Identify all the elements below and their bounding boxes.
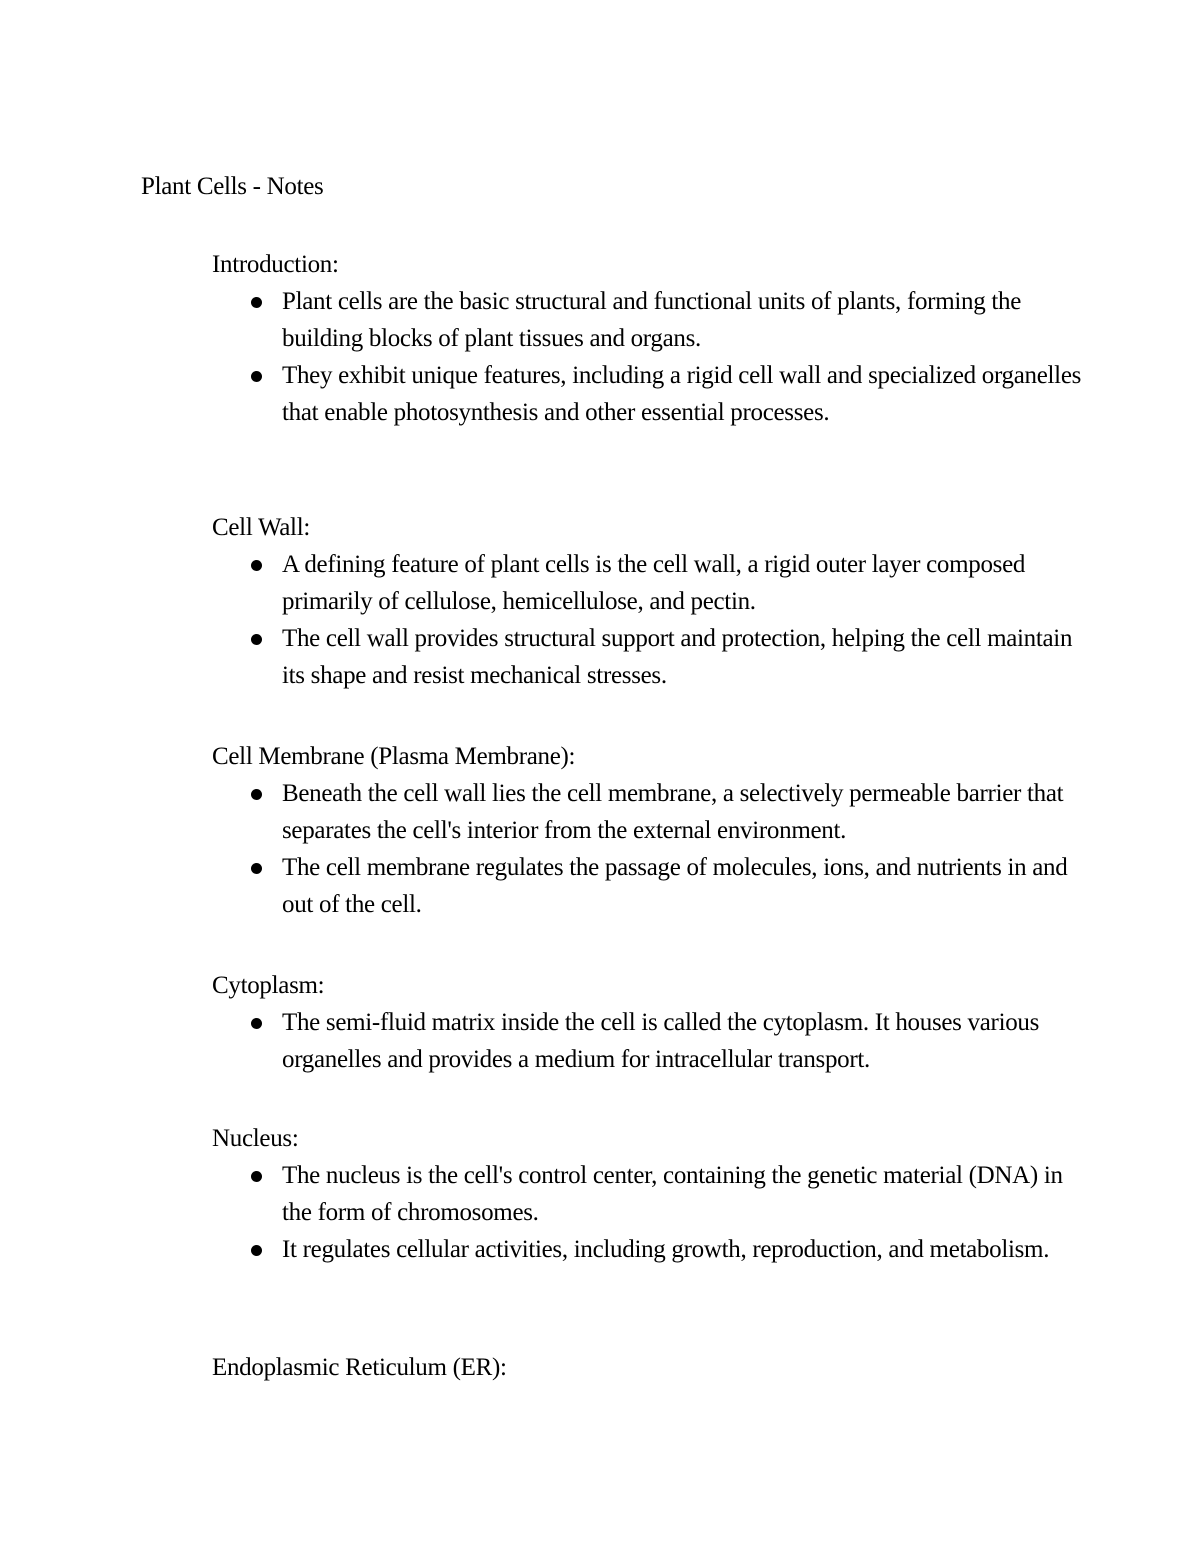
section-endoplasmic-reticulum [212,1349,1082,1386]
list-item-text: A defining feature of plant cells is the cell wall, a rigid outer layer composed primarily of cellulose, hemicellulose, and pectin. [282,551,1026,615]
list-item [212,1004,1082,1078]
bullet-icon [251,1171,262,1182]
section-cytoplasm [212,967,1082,1078]
section-heading: Cell Wall: [212,514,310,541]
bullet-list [212,775,1082,923]
list-item-text: Plant cells are the basic structural and functional units of plants, forming the building blocks of plant tissues and organs. [282,288,1021,352]
bullet-icon [251,789,262,800]
list-item [212,1231,1082,1268]
bullet-list [212,283,1082,431]
section-introduction [212,246,1082,431]
bullet-icon [251,371,262,382]
list-item [212,357,1082,431]
section-nucleus [212,1120,1082,1268]
bullet-list [212,546,1082,694]
bullet-icon [251,297,262,308]
bullet-list [212,1004,1082,1078]
section-heading: Endoplasmic Reticulum (ER): [212,1354,507,1381]
list-item-text: The semi-fluid matrix inside the cell is called the cytoplasm. It houses various organelles and provides a medium for intracellular transport. [282,1009,1040,1073]
bullet-icon [251,1018,262,1029]
list-item-text: The cell wall provides structural support and protection, helping the cell maintain its shape and resist mechanical stresses. [282,625,1073,689]
bullet-icon [251,634,262,645]
list-item-text: The cell membrane regulates the passage of molecules, ions, and nutrients in and out of the cell. [282,854,1068,918]
bullet-list [212,1157,1082,1268]
list-item [212,849,1082,923]
document-title: Plant Cells - Notes [141,173,324,200]
section-heading: Nucleus: [212,1125,299,1152]
list-item [212,620,1082,694]
list-item [212,775,1082,849]
list-item [212,1157,1082,1231]
section-heading: Introduction: [212,251,339,278]
section-heading: Cell Membrane (Plasma Membrane): [212,743,576,770]
list-item [212,546,1082,620]
bullet-icon [251,560,262,571]
section-cell-wall [212,509,1082,694]
bullet-icon [251,1245,262,1256]
list-item-text: Beneath the cell wall lies the cell membrane, a selectively permeable barrier that separates the cell's interior from the external environment. [282,780,1064,844]
list-item-text: It regulates cellular activities, including growth, reproduction, and metabolism. [282,1236,1050,1263]
list-item-text: They exhibit unique features, including a rigid cell wall and specialized organelles that enable photosynthesis and other essential processes. [282,362,1082,426]
section-heading: Cytoplasm: [212,972,325,999]
list-item [212,283,1082,357]
bullet-icon [251,863,262,874]
list-item-text: The nucleus is the cell's control center, containing the genetic material (DNA) in the form of chromosomes. [282,1162,1063,1226]
section-cell-membrane [212,738,1082,923]
